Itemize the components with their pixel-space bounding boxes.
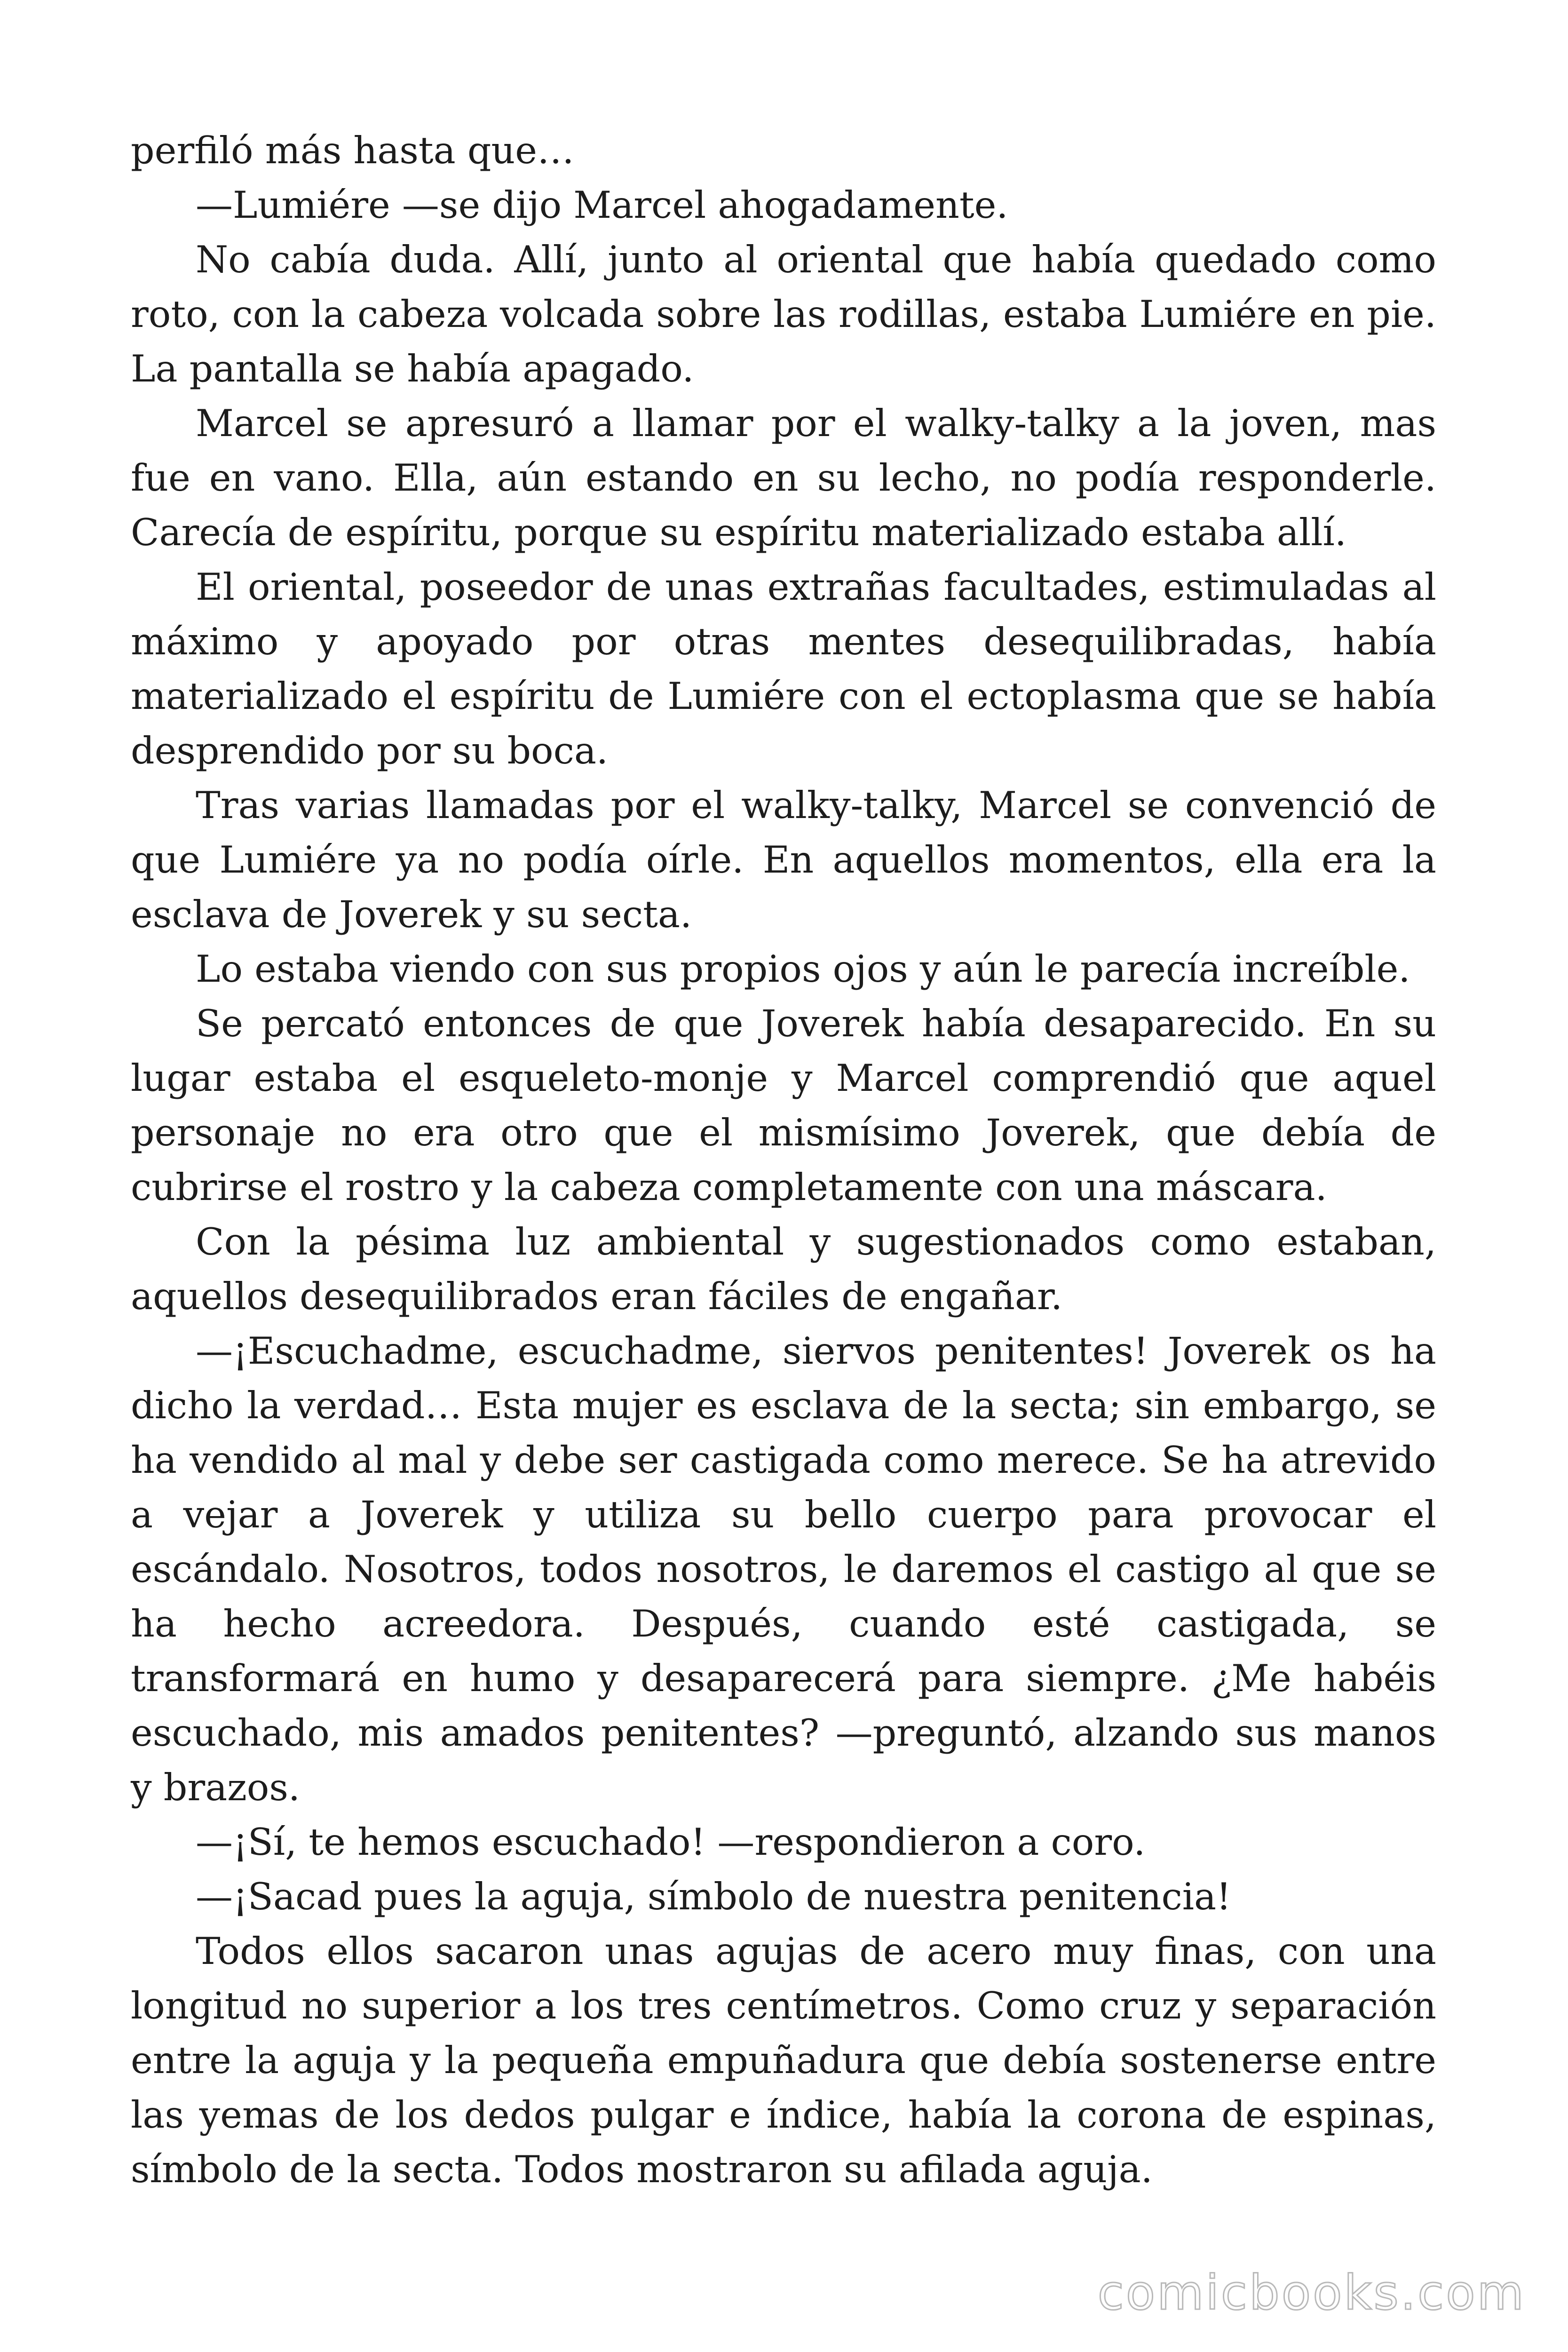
paragraph: —¡Sacad pues la aguja, símbolo de nuestra penitencia!: [196, 1875, 1231, 1918]
paragraph: Todos ellos sacaron unas agujas de acero muy finas, con una longitud no superior a los tres centímetros. Como cruz y separación entre la aguja y la pequeña empuñadura que debía sostenerse entre las yemas de los dedos pulgar e índice, había la corona de espinas, símbolo de la secta. Todos mostraron su afilada aguja.: [131, 1930, 1436, 2191]
paragraph: Lo estaba viendo con sus propios ojos y aún le parecía increíble.: [196, 947, 1410, 991]
paragraph: —¡Sí, te hemos escuchado! —respondieron a coro.: [196, 1820, 1146, 1864]
paragraph: Tras varias llamadas por el walky-talky, Marcel se convenció de que Lumiére ya no podía oírle. En aquellos momentos, ella era la esclava de Joverek y su secta.: [131, 784, 1436, 936]
paragraph: Marcel se apresuró a llamar por el walky-talky a la joven, mas fue en vano. Ella, aún estando en su lecho, no podía responderle. Carecía de espíritu, porque su espíritu materializado estaba allí.: [131, 402, 1436, 554]
paragraph: No cabía duda. Allí, junto al oriental que había quedado como roto, con la cabeza volcada sobre las rodillas, estaba Lumiére en pie. La pantalla se había apagado.: [131, 238, 1436, 390]
paragraph: Con la pésima luz ambiental y sugestionados como estaban, aquellos desequilibrados eran fáciles de engañar.: [131, 1220, 1436, 1318]
paragraph: perfiló más hasta que…: [131, 129, 575, 172]
watermark: comicbooks.com: [1097, 2265, 1526, 2321]
paragraph: Se percató entonces de que Joverek había desaparecido. En su lugar estaba el esqueleto-monje y Marcel comprendió que aquel personaje no era otro que el mismísimo Joverek, que debía de cubrirse el rostro y la cabeza completamente con una máscara.: [131, 1002, 1436, 1209]
book-page-text: [131, 123, 1436, 2197]
paragraph: —¡Escuchadme, escuchadme, siervos penitentes! Joverek os ha dicho la verdad… Esta mujer es esclava de la secta; sin embargo, se ha vendido al mal y debe ser castigada como merece. Se ha atrevido a vejar a Joverek y utiliza su bello cuerpo para provocar el escándalo. Nosotros, todos nosotros, le daremos el castigo al que se ha hecho acreedora. Después, cuando esté castigada, se transformará en humo y desaparecerá para siempre. ¿Me habéis escuchado, mis amados penitentes? —preguntó, alzando sus manos y brazos.: [131, 1329, 1436, 1809]
paragraph: El oriental, poseedor de unas extrañas facultades, estimuladas al máximo y apoyado por otras mentes desequilibradas, había materializado el espíritu de Lumiére con el ectoplasma que se había desprendido por su boca.: [131, 565, 1436, 772]
paragraph: —Lumiére —se dijo Marcel ahogadamente.: [196, 183, 1008, 227]
